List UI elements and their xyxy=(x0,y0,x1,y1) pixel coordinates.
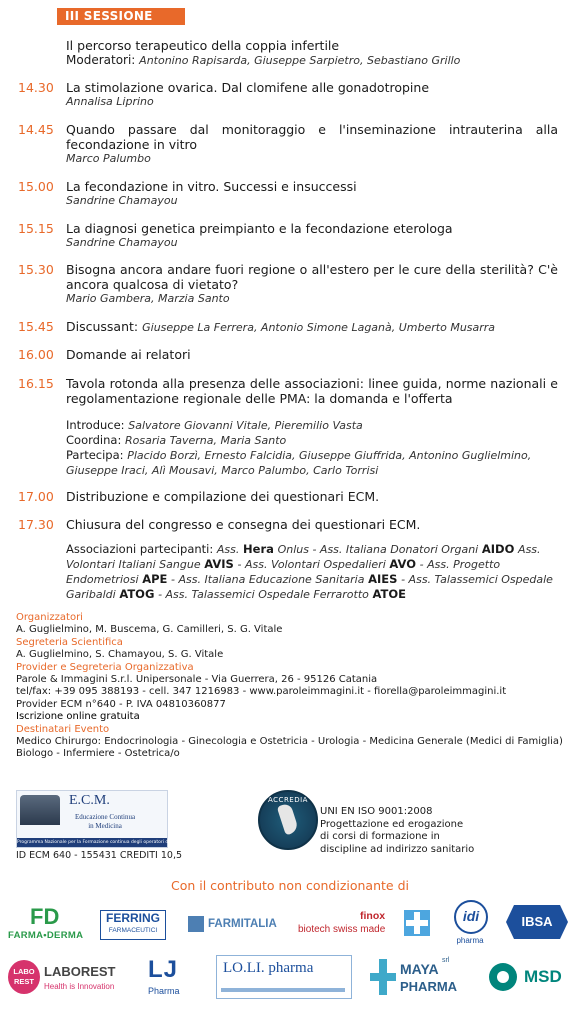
program-time: 16.00 xyxy=(18,347,54,362)
organization-info xyxy=(16,612,566,761)
ferring-name: FERRING xyxy=(106,911,160,925)
association-name: ATOG xyxy=(119,587,155,601)
loli-pharma-logo xyxy=(216,955,352,999)
program-speaker: Marco Palumbo xyxy=(66,152,151,165)
program-title: Domande ai relatori xyxy=(66,347,191,362)
association-text: Ass. xyxy=(216,543,240,556)
association-name: APE xyxy=(142,572,168,586)
program-time: 15.45 xyxy=(18,319,54,334)
idi-pharma-logo xyxy=(452,900,488,946)
iso-desc: discipline ad indirizzo sanitario xyxy=(320,843,475,855)
associations xyxy=(66,542,558,602)
iscrizione: Iscrizione online gratuita xyxy=(16,711,140,723)
loli-name: LO.LI. pharma xyxy=(223,960,314,976)
introduce-label: Introduce: xyxy=(66,418,125,432)
association-text: - Ass. Talassemici Ospedale Ferrarotto xyxy=(158,588,369,601)
farmaderma-mark: FD xyxy=(30,904,60,929)
program-time: 15.00 xyxy=(18,179,54,194)
coordina-label: Coordina: xyxy=(66,433,122,447)
maya-sub: PHARMA xyxy=(400,979,458,994)
program-speaker: Annalisa Liprino xyxy=(66,95,154,108)
program-speaker: Sandrine Chamayou xyxy=(66,194,178,207)
association-text: Ass. Volontari Italiani Sangue xyxy=(66,543,541,571)
destinatari-heading: Destinatari Evento xyxy=(16,723,110,735)
accredia-name: ACCREDIA xyxy=(268,796,308,804)
laborest-sub: Health is Innovation xyxy=(44,982,115,991)
program-item xyxy=(18,262,558,306)
program-speaker: Giuseppe La Ferrera, Antonio Simone Laganà, Umberto Musarra xyxy=(142,321,496,334)
program-item xyxy=(18,122,558,166)
session-banner: III SESSIONE xyxy=(57,8,185,25)
program-time: 17.00 xyxy=(18,489,54,504)
maya-pharma-logo xyxy=(370,955,466,999)
program-title: La diagnosi genetica preimpianto e la fecondazione eterologa xyxy=(66,221,453,236)
organizzatori-heading: Organizzatori xyxy=(16,612,83,623)
ibsa-logo xyxy=(506,905,568,939)
ferring-sub: FARMACEUTICI xyxy=(108,927,158,934)
laborest-name: LABOREST xyxy=(44,964,116,979)
lj-pharma-logo xyxy=(144,956,196,1000)
program-time: 15.30 xyxy=(18,262,54,277)
farmitalia-mark-icon xyxy=(188,916,204,932)
association-text: - Ass. Talassemici Ospedale Garibaldi xyxy=(66,573,553,601)
people-icon xyxy=(20,795,60,825)
program-time: 14.45 xyxy=(18,122,54,137)
farmaderma-logo xyxy=(8,906,84,942)
msd-name: MSD xyxy=(524,967,562,986)
finox-logo xyxy=(298,908,436,940)
program-item xyxy=(18,347,558,362)
session-title: Il percorso terapeutico della coppia infertile xyxy=(66,38,340,53)
lj-mark: LJ xyxy=(148,956,179,983)
provider-heading: Provider e Segreteria Organizzativa xyxy=(16,661,194,673)
finox-name: finox xyxy=(360,910,386,922)
association-text: - Ass. Italiana Educazione Sanitaria xyxy=(171,573,365,586)
segreteria: A. Guglielmino, S. Chamayou, S. G. Vitale xyxy=(16,649,224,661)
program-title: Quando passare dal monitoraggio e l'inseminazione intrauterina alla fecondazione in vitro xyxy=(66,122,558,152)
ecm-title: E.C.M. xyxy=(69,793,110,808)
moderators: Antonino Rapisarda, Giuseppe Sarpietro, Sebastiano Grillo xyxy=(139,54,461,67)
finox-cross-icon xyxy=(404,910,430,936)
ferring-logo xyxy=(100,910,166,940)
association-name: Hera xyxy=(243,542,274,556)
program-time: 16.15 xyxy=(18,376,54,391)
coordina: Rosaria Taverna, Maria Santo xyxy=(125,434,287,447)
ecm-bar xyxy=(17,838,192,847)
provider-address: Parole & Immagini S.r.l. Unipersonale - Via Guerrera, 26 - 95126 Catania xyxy=(16,674,378,686)
maya-name: MAYA xyxy=(400,961,439,977)
finox-sub: biotech swiss made xyxy=(298,924,386,935)
iso-desc: Progettazione ed erogazione xyxy=(320,818,464,830)
program-title: Tavola rotonda alla presenza delle associazioni: linee guida, norme nazionali e regolamentazione regionale delle PMA: la domanda e l'offerta xyxy=(66,376,558,406)
program-speaker: Sandrine Chamayou xyxy=(66,236,178,249)
program-item xyxy=(18,489,558,504)
program-title: Bisogna ancora andare fuori regione o all'estero per le cure della sterilità? C'è ancora qualcosa di vietato? xyxy=(66,262,558,292)
ibsa-name: IBSA xyxy=(521,914,553,929)
association-name: AVO xyxy=(389,557,417,571)
association-text: Onlus - Ass. Italiana Donatori Organi xyxy=(277,543,479,556)
program-title: La fecondazione in vitro. Successi e insuccessi xyxy=(66,179,357,194)
association-name: ATOE xyxy=(372,587,407,601)
program-time: 15.15 xyxy=(18,221,54,236)
program-item xyxy=(18,319,558,335)
idi-mark: idi xyxy=(454,900,488,934)
ecm-sub2: in Medicina xyxy=(88,822,122,830)
msd-logo xyxy=(488,962,568,994)
maya-cross-icon xyxy=(370,959,396,995)
program-time: 14.30 xyxy=(18,80,54,95)
destinatari-2: Biologo - Infermiere - Ostetrica/o xyxy=(16,748,180,760)
organizzatori: A. Guglielmino, M. Buscema, G. Camilleri, S. G. Vitale xyxy=(16,624,283,636)
provider-contacts: tel/fax: +39 095 388193 - cell. 347 1216983 - www.paroleimmagini.it - fiorella@paroleimmagini.it xyxy=(16,686,507,698)
moderators-label: Moderatori: xyxy=(66,53,136,67)
discussant-label: Discussant: xyxy=(66,319,139,334)
program-title: La stimolazione ovarica. Dal clomifene alle gonadotropine xyxy=(66,80,430,95)
association-name: AIDO xyxy=(481,542,515,556)
ecm-logo xyxy=(16,790,192,848)
ecm-sub1: Educazione Continua xyxy=(75,813,136,821)
association-name: AVIS xyxy=(204,557,234,571)
ecm-bar-text: Programma Nazionale per la Formazione continua degli operatori della Sanità xyxy=(17,840,192,845)
iso-desc: di corsi di formazione in xyxy=(320,831,440,842)
session-intro xyxy=(66,38,556,68)
program-title: Chiusura del congresso e consegna dei questionari ECM. xyxy=(66,517,421,532)
idi-sub: pharma xyxy=(456,936,484,945)
ecm-id: ID ECM 640 - 155431 CREDITI 10,5 xyxy=(16,850,183,861)
partecipa: Placido Borzì, Ernesto Falcidia, Giuseppe Giuffrida, Antonino Guglielmino, Giuseppe Iraci, Alì Mousavi, Marco Palumbo, Carlo Torrisi xyxy=(66,449,532,477)
iso-standard: UNI EN ISO 9001:2008 xyxy=(320,806,433,817)
segreteria-heading: Segreteria Scientifica xyxy=(16,636,123,648)
program-item xyxy=(18,221,558,250)
lj-sub: Pharma xyxy=(148,986,180,996)
association-name: AIES xyxy=(368,572,398,586)
program-item xyxy=(18,80,558,109)
farmitalia-name: FARMITALIA xyxy=(208,918,277,930)
program-item xyxy=(18,517,558,532)
program-item xyxy=(18,376,558,406)
italy-map-icon xyxy=(277,803,300,836)
program-time: 17.30 xyxy=(18,517,54,532)
iso-info xyxy=(320,806,560,856)
introduce: Salvatore Giovanni Vitale, Pieremilio Vasta xyxy=(128,419,363,432)
association-text: - Ass. Volontari Ospedalieri xyxy=(237,558,386,571)
laborest-logo xyxy=(8,958,128,998)
farmitalia-logo xyxy=(188,912,283,938)
maya-srl: srl xyxy=(442,957,450,964)
associations-label: Associazioni partecipanti: xyxy=(66,542,214,556)
provider-ecm: Provider ECM n°640 - P. IVA 04810360877 xyxy=(16,698,226,710)
association-text: - Ass. Progetto Endometriosi xyxy=(66,558,501,586)
roundtable xyxy=(66,418,558,478)
program-title: Distribuzione e compilazione dei questionari ECM. xyxy=(66,489,380,504)
accredia-logo xyxy=(258,790,318,850)
program-item xyxy=(18,179,558,208)
farmaderma-name: FARMA•DERMA xyxy=(8,930,84,941)
contribution-heading: Con il contributo non condizionante di xyxy=(170,878,409,893)
laborest-mark: LABO REST xyxy=(8,960,40,994)
msd-mark-icon xyxy=(488,962,518,992)
partecipa-label: Partecipa: xyxy=(66,448,124,462)
destinatari-1: Medico Chirurgo: Endocrinologia - Ginecologia e Ostetricia - Urologia - Medicina Generale (Medici di Famiglia) xyxy=(16,736,563,748)
program-speaker: Mario Gambera, Marzia Santo xyxy=(66,292,230,305)
